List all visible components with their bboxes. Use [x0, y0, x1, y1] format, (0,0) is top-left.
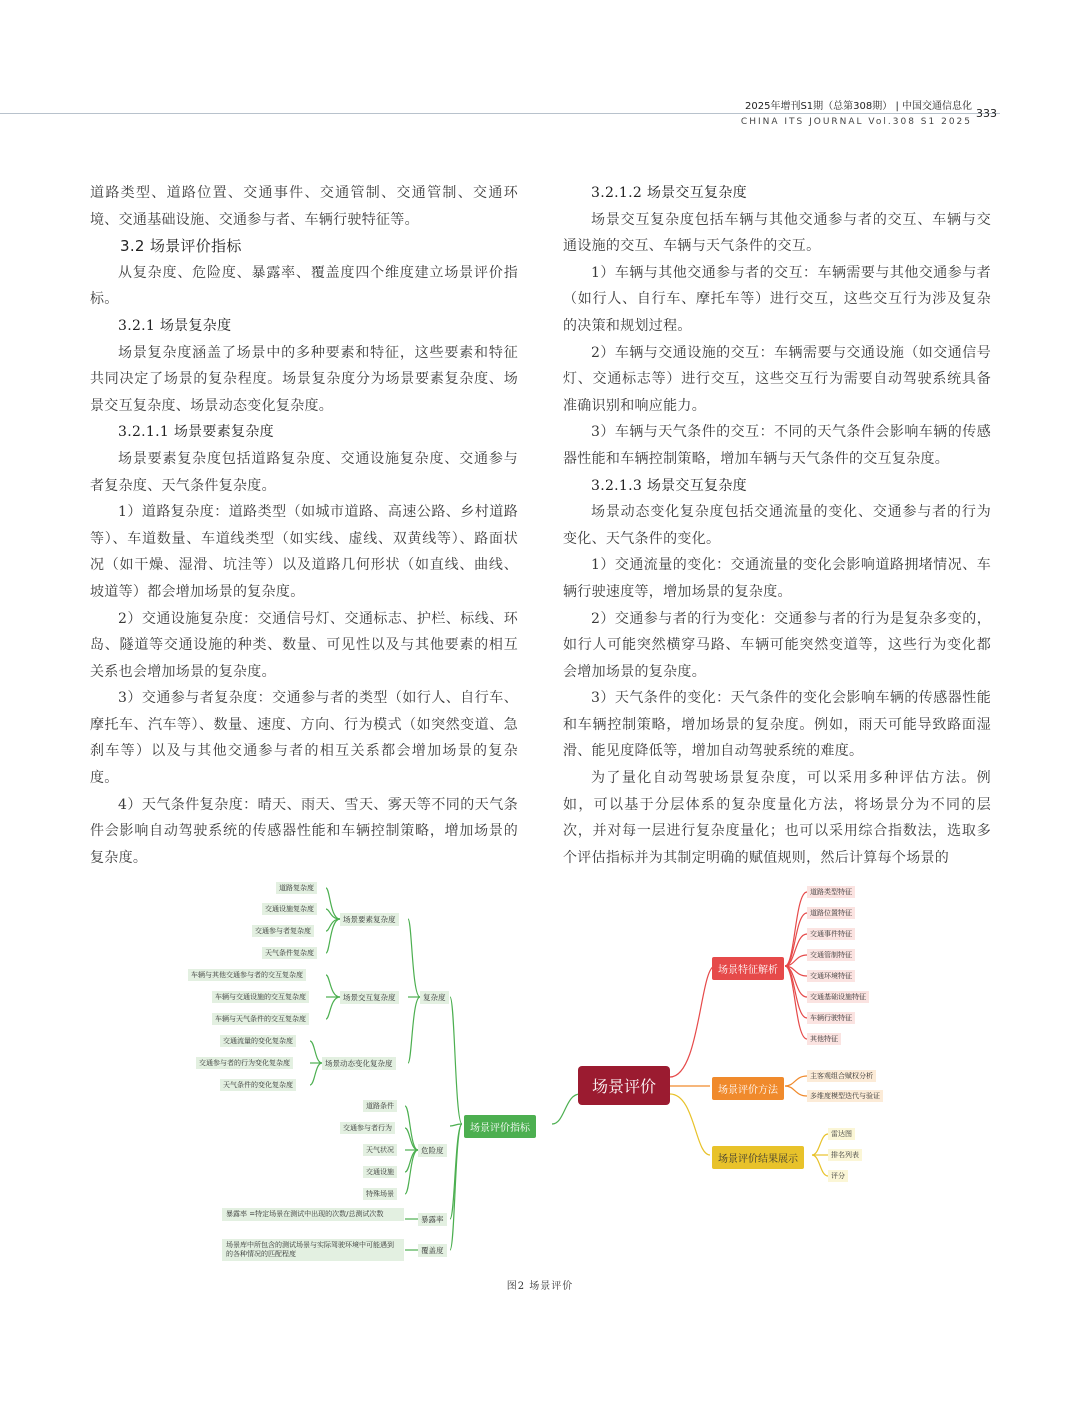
paragraph: 2）交通参与者的行为变化：交通参与者的行为是复杂多变的，如行人可能突然横穿马路、车辆可能突然变道等，这些行为变化都会增加场景的复杂度。 [563, 610, 991, 680]
node-dynamic-complexity: 场景动态变化复杂度 [322, 1057, 396, 1070]
paragraph: 为了量化自动驾驶场景复杂度，可以采用多种评估方法。例如，可以基于分层体系的复杂度量化方法，将场景分为不同的层次，并对每一层进行复杂度量化；也可以采用综合指数法，选取多个评估指标并为其制定明确的赋值规则，然后计算每个场景的 [563, 770, 991, 866]
leaf-node: 交通参与者的行为变化复杂度 [196, 1057, 293, 1069]
leaf-node: 多维度模型迭代与验证 [807, 1090, 883, 1102]
paragraph: 从复杂度、危险度、暴露率、覆盖度四个维度建立场景评价指标。 [90, 264, 518, 308]
journal-name-line: CHINA ITS JOURNAL Vol.308 S1 2025 [740, 117, 972, 127]
coverage-definition: 场景库中所包含的测试场景与实际驾驶环境中可能遇到的各种情况的匹配程度 [222, 1239, 404, 1261]
paragraph: 场景复杂度涵盖了场景中的多种要素和特征，这些要素和特征共同决定了场景的复杂程度。场景复杂度分为场景要素复杂度、场景交互复杂度、场景动态变化复杂度。 [90, 344, 518, 414]
paragraph: 场景要素复杂度包括道路复杂度、交通设施复杂度、交通参与者复杂度、天气条件复杂度。 [90, 450, 518, 494]
paragraph: 3）交通参与者复杂度：交通参与者的类型（如行人、自行车、摩托车、汽车等）、数量、速度、方向、行为模式（如突然变道、急刹车等）以及与其他交通参与者的相互关系都会增加场景的复杂度。 [90, 690, 518, 787]
node-danger: 危险度 [418, 1144, 447, 1157]
node-complexity: 复杂度 [420, 991, 449, 1004]
leaf-node: 道路类型特征 [807, 886, 855, 898]
mindmap-figure [180, 872, 910, 1272]
paragraph: 3）天气条件的变化：天气条件的变化会影响车辆的传感器性能和车辆控制策略，增加场景的复杂度。例如，雨天可能导致路面湿滑、能见度降低等，增加自动驾驶系统的难度。 [563, 690, 991, 760]
leaf-node: 交通流量的变化复杂度 [220, 1035, 296, 1047]
subsection-heading: 3.2.1.3 场景交互复杂度 [591, 477, 747, 494]
leaf-node: 道路复杂度 [276, 882, 317, 894]
leaf-node: 特殊场景 [363, 1188, 397, 1200]
figure-caption: 图2 场景评价 [506, 1281, 574, 1292]
leaf-node: 道路条件 [363, 1100, 397, 1112]
subsection-heading: 3.2.1 场景复杂度 [118, 317, 232, 334]
journal-issue-line: 2025年增刊S1期（总第308期） | 中国交通信息化 [745, 101, 972, 112]
branch-evaluation-index: 场景评价指标 [464, 1115, 536, 1138]
leaf-node: 交通管制特征 [807, 949, 855, 961]
node-interaction-complexity: 场景交互复杂度 [340, 991, 399, 1004]
leaf-node: 评分 [828, 1170, 848, 1182]
branch-result-display: 场景评价结果展示 [712, 1146, 804, 1169]
leaf-node: 道路位置特征 [807, 907, 855, 919]
subsection-heading: 3.2.1.1 场景要素复杂度 [118, 424, 274, 441]
paragraph: 场景交互复杂度包括车辆与其他交通参与者的交互、车辆与交通设施的交互、车辆与天气条件的交互。 [563, 211, 991, 255]
leaf-node: 交通基础设施特征 [807, 991, 869, 1003]
leaf-node: 主客观组合赋权分析 [807, 1070, 876, 1082]
leaf-node: 天气状况 [363, 1144, 397, 1156]
leaf-node: 其他特征 [807, 1033, 841, 1045]
node-coverage: 覆盖度 [418, 1244, 447, 1257]
node-exposure: 暴露率 [418, 1213, 447, 1226]
leaf-node: 交通环境特征 [807, 970, 855, 982]
branch-evaluation-method: 场景评价方法 [712, 1077, 784, 1100]
paragraph: 2）交通设施复杂度：交通信号灯、交通标志、护栏、标线、环岛、隧道等交通设施的种类、数量、可见性以及与其他要素的相互关系也会增加场景的复杂度。 [90, 610, 518, 680]
leaf-node: 交通参与者行为 [340, 1122, 395, 1134]
paragraph: 1）道路复杂度：道路类型（如城市道路、高速公路、乡村道路等）、车道数量、车道线类型（如实线、虚线、双黄线等）、路面状况（如干燥、湿滑、坑洼等）以及道路几何形状（如直线、曲线、坡道等）都会增加场景的复杂度。 [90, 504, 518, 600]
leaf-node: 交通参与者复杂度 [252, 925, 314, 937]
leaf-node: 天气条件复杂度 [262, 947, 317, 959]
paragraph: 2）车辆与交通设施的交互：车辆需要与交通设施（如交通信号灯、交通标志等）进行交互，这些交互行为需要自动驾驶系统具备准确识别和响应能力。 [563, 344, 991, 414]
left-column [90, 180, 518, 871]
leaf-node: 排名列表 [828, 1149, 862, 1161]
paragraph: 3）车辆与天气条件的交互：不同的天气条件会影响车辆的传感器性能和车辆控制策略，增加车辆与天气条件的交互复杂度。 [563, 424, 991, 467]
page-number: 333 [976, 107, 997, 120]
paragraph: 场景动态变化复杂度包括交通流量的变化、交通参与者的行为变化、天气条件的变化。 [563, 504, 991, 547]
leaf-node: 车辆与交通设施的交互复杂度 [212, 991, 309, 1003]
leaf-node: 车辆与其他交通参与者的交互复杂度 [188, 969, 306, 981]
leaf-node: 车辆行驶特征 [807, 1012, 855, 1024]
paragraph: 道路类型、道路位置、交通事件、交通管制、交通管制、交通环境、交通基础设施、交通参与者、车辆行驶特征等。 [90, 185, 518, 228]
node-element-complexity: 场景要素复杂度 [340, 913, 399, 926]
paragraph: 1）交通流量的变化：交通流量的变化会影响道路拥堵情况、车辆行驶速度等，增加场景的复杂度。 [563, 557, 991, 600]
section-heading: 3.2 场景评价指标 [120, 237, 242, 256]
leaf-node: 天气条件的变化复杂度 [220, 1079, 296, 1091]
leaf-node: 交通设施复杂度 [262, 903, 317, 915]
right-column [563, 180, 991, 871]
exposure-definition: 暴露率 =特定场景在测试中出现的次数/总测试次数 [222, 1208, 404, 1221]
leaf-node: 交通事件特征 [807, 928, 855, 940]
leaf-node: 雷达图 [828, 1128, 855, 1140]
header-rule [0, 113, 1000, 114]
leaf-node: 交通设施 [363, 1166, 397, 1178]
mindmap-root: 场景评价 [578, 1066, 670, 1105]
paragraph: 4）天气条件复杂度：晴天、雨天、雪天、雾天等不同的天气条件会影响自动驾驶系统的传感器性能和车辆控制策略，增加场景的复杂度。 [90, 796, 518, 866]
leaf-node: 车辆与天气条件的交互复杂度 [212, 1013, 309, 1025]
subsection-heading: 3.2.1.2 场景交互复杂度 [591, 185, 747, 201]
branch-scene-features: 场景特征解析 [712, 957, 784, 980]
paragraph: 1）车辆与其他交通参与者的交互：车辆需要与其他交通参与者（如行人、自行车、摩托车等）进行交互，这些交互行为涉及复杂的决策和规划过程。 [563, 264, 991, 334]
